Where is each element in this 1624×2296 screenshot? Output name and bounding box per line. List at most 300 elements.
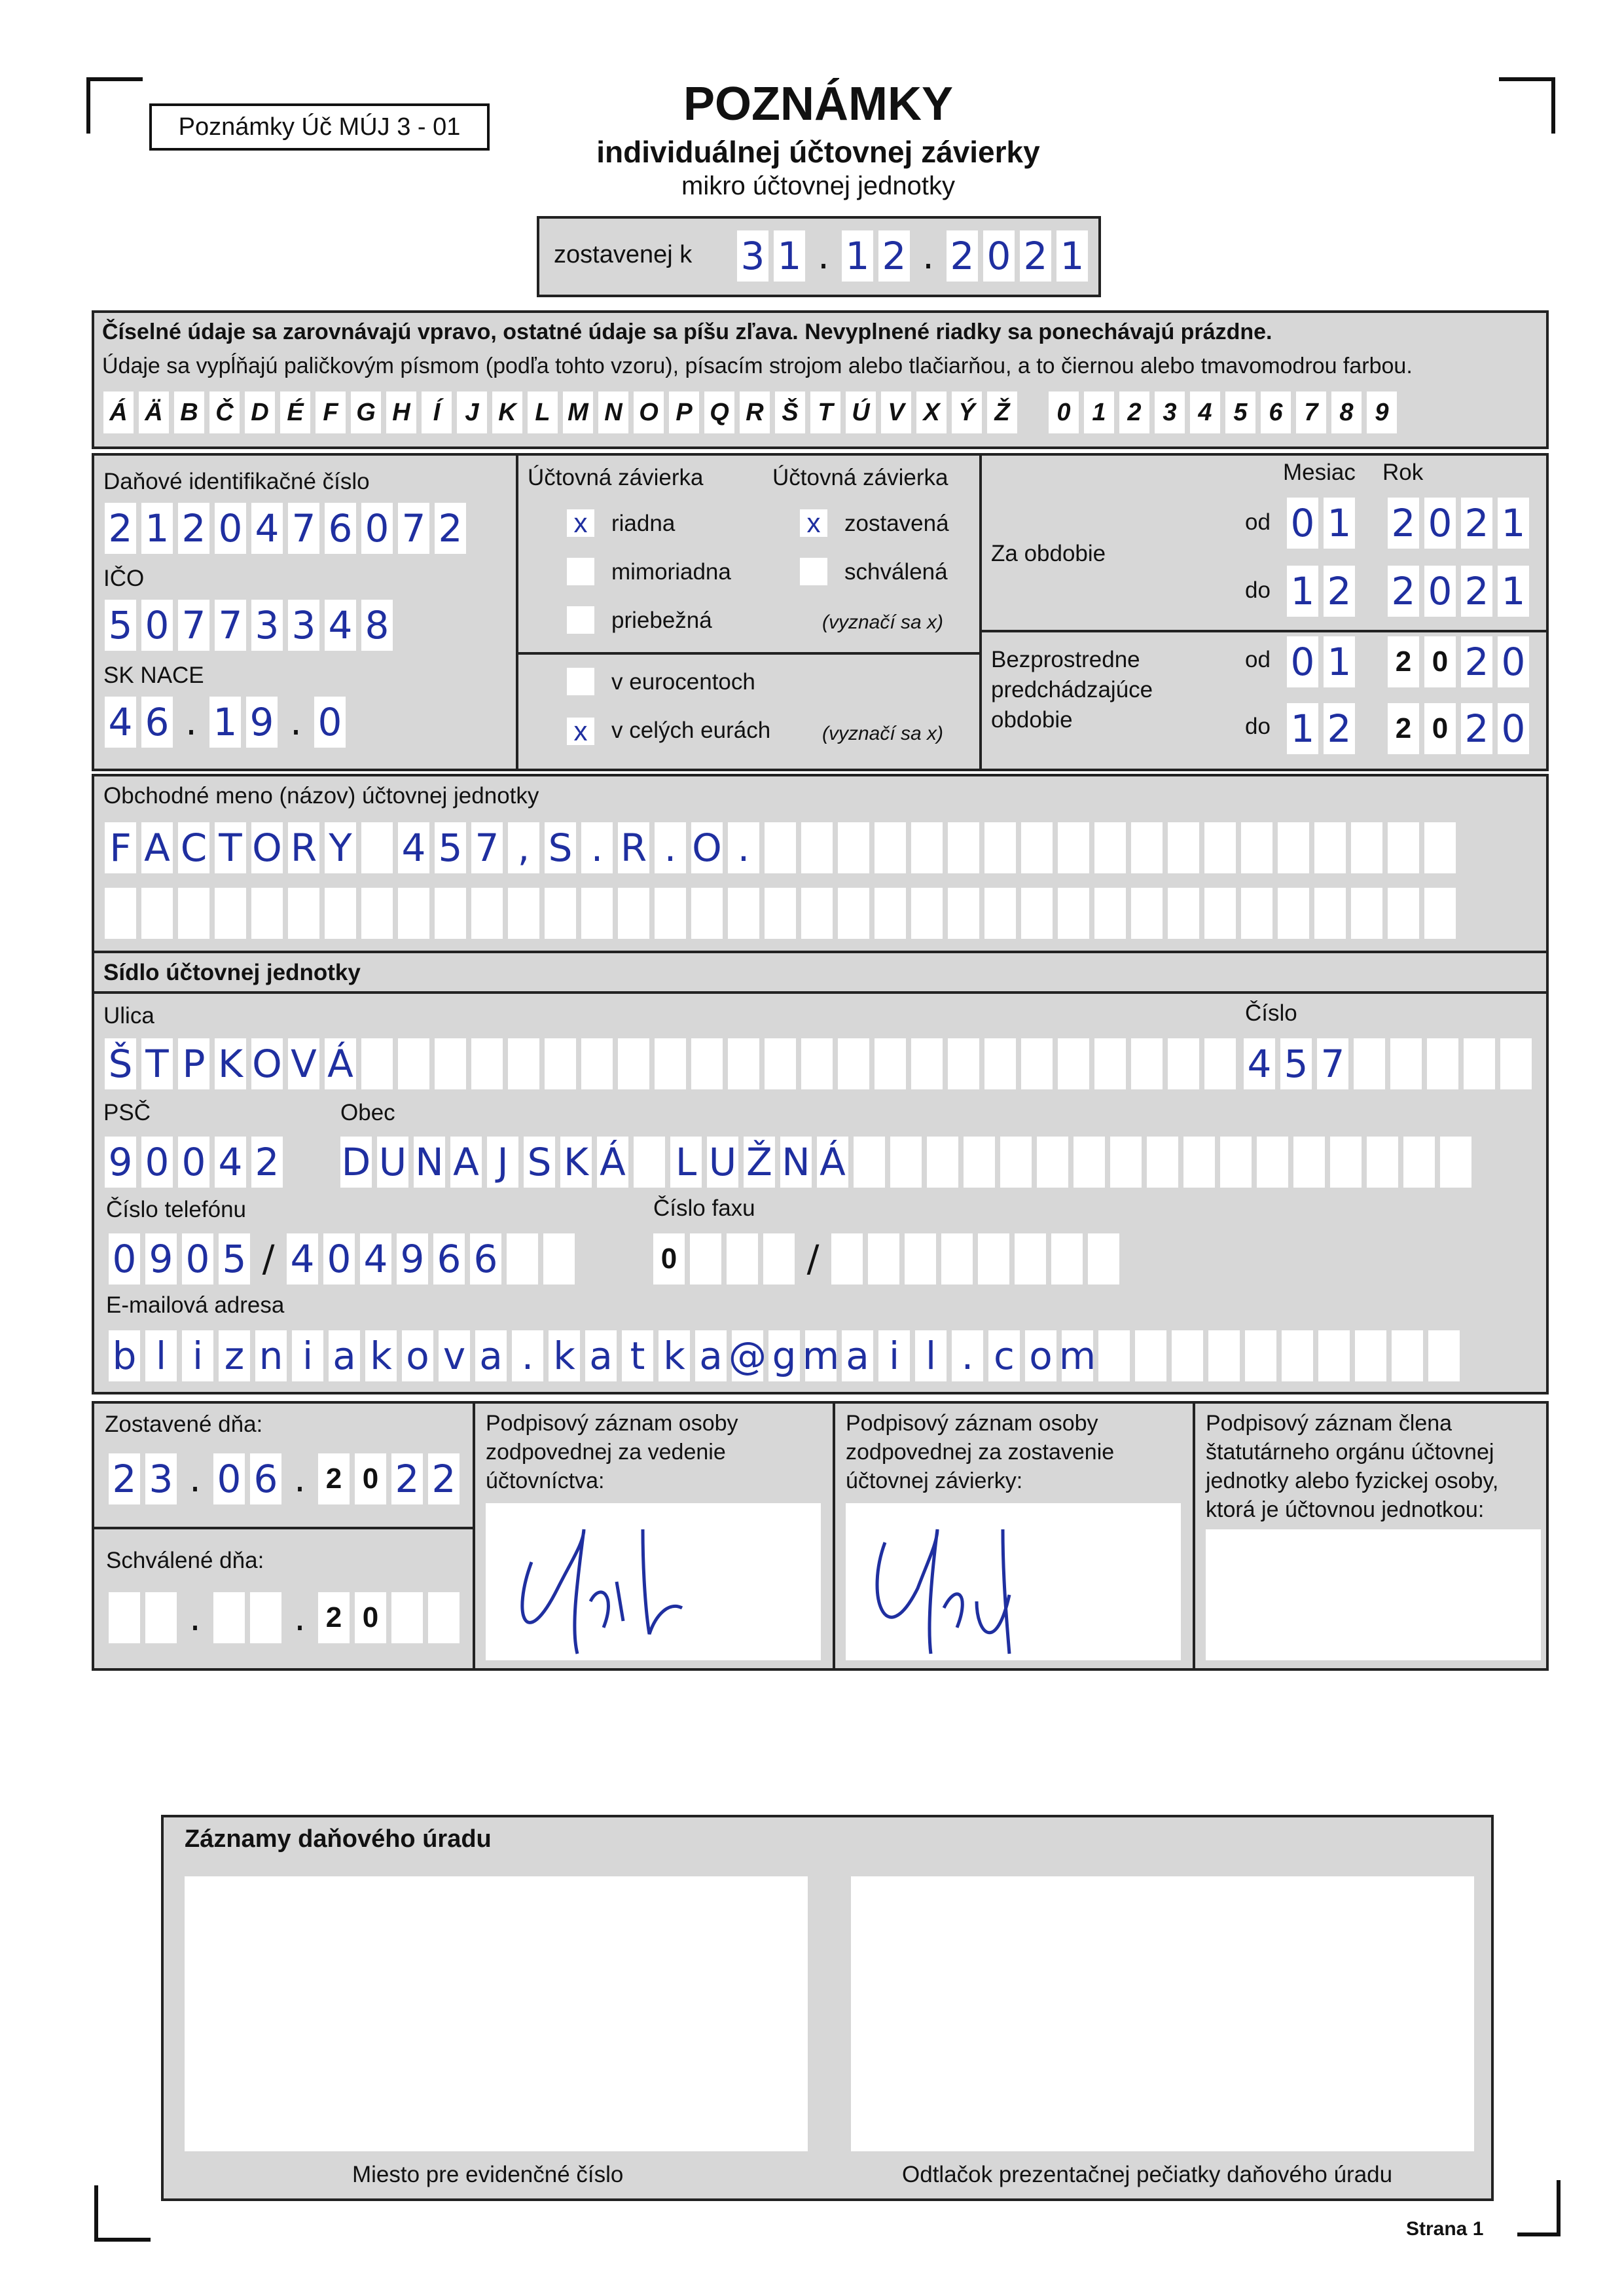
name-char[interactable] — [765, 822, 796, 873]
nace-digit[interactable]: 0 — [314, 697, 346, 748]
year-digit[interactable]: 2 — [1388, 498, 1419, 549]
city-char[interactable] — [1147, 1137, 1178, 1188]
month-digit[interactable]: 1 — [1287, 703, 1318, 754]
dic-digit[interactable]: 4 — [251, 503, 283, 554]
email-char[interactable]: i — [878, 1330, 910, 1381]
name-char[interactable] — [1021, 888, 1053, 939]
date-digit[interactable]: 3 — [737, 230, 768, 282]
year-digit[interactable]: 2 — [1461, 498, 1492, 549]
city-char[interactable] — [1257, 1137, 1288, 1188]
name-char[interactable]: . — [581, 822, 613, 873]
name-char[interactable]: 5 — [435, 822, 466, 873]
street-char[interactable] — [398, 1038, 429, 1089]
name-char[interactable] — [581, 888, 613, 939]
dic-digit[interactable]: 2 — [178, 503, 209, 554]
riadna-checkbox[interactable]: x — [567, 509, 594, 537]
city-char[interactable]: A — [450, 1137, 482, 1188]
name-char[interactable] — [1204, 822, 1236, 873]
city-char[interactable]: U — [707, 1137, 738, 1188]
year-digit[interactable]: 1 — [1498, 566, 1529, 617]
name-char[interactable] — [141, 888, 173, 939]
fax-digit[interactable] — [978, 1233, 1009, 1285]
date-digit[interactable] — [391, 1592, 423, 1643]
fax-digit[interactable] — [1015, 1233, 1046, 1285]
street-char[interactable]: T — [141, 1038, 173, 1089]
name-char[interactable] — [1204, 888, 1236, 939]
name-char[interactable]: R — [288, 822, 319, 873]
email-char[interactable] — [1245, 1330, 1276, 1381]
name-char[interactable] — [1278, 822, 1309, 873]
name-char[interactable] — [1314, 888, 1346, 939]
fax-digit[interactable] — [868, 1233, 899, 1285]
date-digit[interactable]: 2 — [947, 230, 978, 282]
number-char[interactable] — [1464, 1038, 1495, 1089]
date-digit[interactable]: 1 — [842, 230, 873, 282]
city-char[interactable]: Á — [597, 1137, 628, 1188]
year-digit[interactable]: 0 — [1498, 636, 1529, 687]
city-char[interactable] — [1220, 1137, 1252, 1188]
date-digit[interactable]: 2 — [318, 1592, 350, 1643]
year-digit[interactable]: 0 — [1424, 636, 1456, 687]
name-char[interactable] — [1241, 888, 1272, 939]
city-char[interactable] — [964, 1137, 995, 1188]
street-char[interactable] — [1058, 1038, 1089, 1089]
name-char[interactable] — [361, 888, 393, 939]
dic-digit[interactable]: 2 — [435, 503, 466, 554]
name-char[interactable] — [1094, 822, 1126, 873]
name-char[interactable] — [1424, 822, 1456, 873]
phone-digit[interactable]: 0 — [182, 1233, 213, 1285]
name-char[interactable]: . — [728, 822, 759, 873]
city-field[interactable] — [340, 1137, 1477, 1188]
nace-field[interactable] — [105, 697, 351, 748]
phone-digit[interactable] — [543, 1233, 575, 1285]
email-char[interactable]: l — [145, 1330, 177, 1381]
fax-digit[interactable]: 0 — [653, 1233, 685, 1285]
ico-digit[interactable]: 8 — [361, 600, 393, 651]
email-field[interactable] — [109, 1330, 1465, 1381]
year-digit[interactable]: 0 — [1498, 703, 1529, 754]
street-char[interactable]: Š — [105, 1038, 136, 1089]
name-char[interactable] — [325, 888, 356, 939]
date-digit[interactable] — [109, 1592, 140, 1643]
name-char[interactable] — [1058, 888, 1089, 939]
name-char[interactable] — [838, 888, 869, 939]
name-char[interactable] — [1058, 822, 1089, 873]
month-digit[interactable]: 1 — [1324, 498, 1355, 549]
date-digit[interactable]: 3 — [145, 1453, 177, 1504]
date-digit[interactable] — [213, 1592, 245, 1643]
psc-digit[interactable]: 2 — [251, 1137, 283, 1188]
month-digit[interactable]: 2 — [1324, 703, 1355, 754]
street-char[interactable] — [838, 1038, 869, 1089]
street-char[interactable] — [1021, 1038, 1053, 1089]
city-char[interactable]: L — [670, 1137, 702, 1188]
fax-digit[interactable] — [1051, 1233, 1083, 1285]
fax-digit[interactable] — [690, 1233, 721, 1285]
eurocents-checkbox[interactable] — [567, 668, 594, 695]
name-char[interactable] — [1351, 822, 1382, 873]
name-char[interactable] — [251, 888, 283, 939]
street-char[interactable] — [801, 1038, 833, 1089]
street-char[interactable] — [1131, 1038, 1163, 1089]
zostavena-checkbox[interactable]: x — [800, 509, 827, 537]
email-char[interactable] — [1135, 1330, 1166, 1381]
month-digit[interactable]: 0 — [1287, 498, 1318, 549]
name-char[interactable] — [105, 888, 136, 939]
city-char[interactable]: J — [487, 1137, 518, 1188]
name-char[interactable] — [1021, 822, 1053, 873]
fax-digit[interactable] — [831, 1233, 863, 1285]
fax-digit[interactable] — [727, 1233, 758, 1285]
number-char[interactable]: 7 — [1317, 1038, 1348, 1089]
date-digit[interactable]: 0 — [983, 230, 1015, 282]
company-name-field[interactable] — [105, 822, 1461, 873]
number-char[interactable] — [1427, 1038, 1458, 1089]
number-field[interactable] — [1244, 1038, 1537, 1089]
company-name-field-2[interactable] — [105, 888, 1461, 939]
ico-digit[interactable]: 5 — [105, 600, 136, 651]
name-char[interactable]: O — [251, 822, 283, 873]
email-char[interactable]: g — [768, 1330, 800, 1381]
email-char[interactable] — [1318, 1330, 1350, 1381]
fax-field[interactable] — [653, 1233, 1125, 1285]
city-char[interactable] — [1183, 1137, 1215, 1188]
phone-digit[interactable]: 4 — [360, 1233, 391, 1285]
name-char[interactable] — [948, 822, 979, 873]
name-char[interactable] — [1314, 822, 1346, 873]
fax-digit[interactable] — [905, 1233, 936, 1285]
email-char[interactable]: a — [585, 1330, 617, 1381]
name-char[interactable] — [1351, 888, 1382, 939]
city-char[interactable] — [854, 1137, 885, 1188]
email-char[interactable]: . — [512, 1330, 543, 1381]
email-char[interactable]: i — [292, 1330, 323, 1381]
email-char[interactable] — [1098, 1330, 1130, 1381]
number-char[interactable] — [1390, 1038, 1422, 1089]
name-char[interactable]: F — [105, 822, 136, 873]
name-char[interactable] — [911, 822, 943, 873]
email-char[interactable]: n — [255, 1330, 287, 1381]
date-digit[interactable]: 0 — [355, 1592, 386, 1643]
phone-field[interactable] — [109, 1233, 580, 1285]
year-digit[interactable]: 0 — [1424, 703, 1456, 754]
date-digit[interactable]: 2 — [391, 1453, 423, 1504]
nace-digit[interactable]: 4 — [105, 697, 136, 748]
psc-digit[interactable]: 9 — [105, 1137, 136, 1188]
current-from-month[interactable] — [1287, 498, 1360, 549]
email-char[interactable]: z — [219, 1330, 250, 1381]
date-digit[interactable]: 0 — [213, 1453, 245, 1504]
phone-digit[interactable] — [507, 1233, 538, 1285]
email-char[interactable]: k — [659, 1330, 690, 1381]
city-char[interactable]: N — [414, 1137, 445, 1188]
name-char[interactable]: A — [141, 822, 173, 873]
email-char[interactable]: a — [329, 1330, 360, 1381]
name-char[interactable] — [508, 888, 539, 939]
city-char[interactable] — [927, 1137, 958, 1188]
name-char[interactable] — [911, 888, 943, 939]
psc-digit[interactable]: 0 — [178, 1137, 209, 1188]
name-char[interactable] — [838, 822, 869, 873]
nace-digit[interactable]: 6 — [141, 697, 173, 748]
city-char[interactable] — [1403, 1137, 1435, 1188]
year-digit[interactable]: 2 — [1388, 636, 1419, 687]
phone-digit[interactable]: 4 — [287, 1233, 318, 1285]
date-digit[interactable]: 2 — [318, 1453, 350, 1504]
street-char[interactable]: Á — [325, 1038, 356, 1089]
date-digit[interactable]: 2 — [109, 1453, 140, 1504]
street-char[interactable] — [618, 1038, 649, 1089]
email-char[interactable]: k — [365, 1330, 397, 1381]
email-char[interactable] — [1282, 1330, 1313, 1381]
email-char[interactable]: a — [475, 1330, 507, 1381]
year-digit[interactable]: 2 — [1461, 566, 1492, 617]
year-digit[interactable]: 1 — [1498, 498, 1529, 549]
month-digit[interactable]: 2 — [1324, 566, 1355, 617]
date-digit[interactable]: 2 — [1020, 230, 1051, 282]
phone-digit[interactable]: 0 — [109, 1233, 140, 1285]
number-char[interactable]: 5 — [1280, 1038, 1312, 1089]
city-char[interactable] — [1110, 1137, 1142, 1188]
date-digit[interactable] — [428, 1592, 460, 1643]
email-char[interactable]: m — [1062, 1330, 1093, 1381]
name-char[interactable]: C — [178, 822, 209, 873]
email-char[interactable] — [1428, 1330, 1460, 1381]
ico-digit[interactable]: 7 — [215, 600, 246, 651]
dic-digit[interactable]: 2 — [105, 503, 136, 554]
dic-digit[interactable]: 7 — [398, 503, 429, 554]
email-char[interactable]: k — [549, 1330, 580, 1381]
name-char[interactable] — [948, 888, 979, 939]
name-char[interactable] — [618, 888, 649, 939]
date-digit[interactable]: 6 — [250, 1453, 281, 1504]
phone-digit[interactable]: 0 — [323, 1233, 355, 1285]
street-char[interactable] — [1094, 1038, 1126, 1089]
ico-digit[interactable]: 3 — [251, 600, 283, 651]
name-char[interactable] — [801, 888, 833, 939]
whole-euros-checkbox[interactable]: x — [567, 718, 594, 745]
month-digit[interactable]: 1 — [1287, 566, 1318, 617]
compiled-on-date[interactable] — [109, 1453, 465, 1504]
year-digit[interactable]: 2 — [1461, 636, 1492, 687]
prev-from-year[interactable] — [1388, 636, 1534, 687]
nace-digit[interactable]: 9 — [246, 697, 278, 748]
name-char[interactable] — [361, 822, 393, 873]
street-char[interactable] — [911, 1038, 943, 1089]
city-char[interactable]: Á — [817, 1137, 848, 1188]
name-char[interactable]: T — [215, 822, 246, 873]
city-char[interactable]: S — [524, 1137, 555, 1188]
name-char[interactable] — [471, 888, 503, 939]
city-char[interactable] — [1440, 1137, 1471, 1188]
ico-digit[interactable]: 4 — [325, 600, 356, 651]
name-char[interactable] — [1131, 888, 1163, 939]
dic-digit[interactable]: 0 — [361, 503, 393, 554]
city-char[interactable] — [1000, 1137, 1032, 1188]
name-char[interactable] — [435, 888, 466, 939]
date-digit[interactable]: 2 — [878, 230, 910, 282]
prev-to-year[interactable] — [1388, 703, 1534, 754]
email-char[interactable]: m — [805, 1330, 837, 1381]
city-char[interactable]: K — [560, 1137, 592, 1188]
city-char[interactable]: D — [340, 1137, 372, 1188]
name-char[interactable] — [1168, 888, 1199, 939]
city-char[interactable] — [890, 1137, 922, 1188]
prev-to-month[interactable] — [1287, 703, 1360, 754]
dic-field[interactable] — [105, 503, 471, 554]
phone-digit[interactable]: 9 — [145, 1233, 177, 1285]
psc-digit[interactable]: 4 — [215, 1137, 246, 1188]
year-digit[interactable]: 0 — [1424, 498, 1456, 549]
psc-digit[interactable]: 0 — [141, 1137, 173, 1188]
name-char[interactable] — [545, 888, 576, 939]
month-digit[interactable]: 0 — [1287, 636, 1318, 687]
name-char[interactable] — [801, 822, 833, 873]
fax-digit[interactable] — [941, 1233, 973, 1285]
name-char[interactable] — [1388, 888, 1419, 939]
name-char[interactable]: . — [655, 822, 686, 873]
name-char[interactable] — [215, 888, 246, 939]
email-char[interactable] — [1355, 1330, 1386, 1381]
ico-digit[interactable]: 3 — [288, 600, 319, 651]
email-char[interactable] — [1392, 1330, 1423, 1381]
email-char[interactable]: l — [915, 1330, 947, 1381]
name-char[interactable] — [288, 888, 319, 939]
city-char[interactable] — [1330, 1137, 1362, 1188]
name-char[interactable] — [1278, 888, 1309, 939]
phone-digit[interactable]: 5 — [219, 1233, 250, 1285]
street-char[interactable] — [691, 1038, 723, 1089]
number-char[interactable] — [1500, 1038, 1532, 1089]
name-char[interactable] — [984, 888, 1016, 939]
street-char[interactable] — [471, 1038, 503, 1089]
current-to-month[interactable] — [1287, 566, 1360, 617]
street-char[interactable] — [948, 1038, 979, 1089]
email-char[interactable]: . — [952, 1330, 983, 1381]
email-char[interactable]: o — [1025, 1330, 1056, 1381]
name-char[interactable]: R — [618, 822, 649, 873]
name-char[interactable] — [178, 888, 209, 939]
city-char[interactable]: U — [377, 1137, 408, 1188]
name-char[interactable] — [1168, 822, 1199, 873]
street-char[interactable]: K — [215, 1038, 246, 1089]
schvalena-checkbox[interactable] — [800, 558, 827, 585]
ico-digit[interactable]: 0 — [141, 600, 173, 651]
street-char[interactable] — [581, 1038, 613, 1089]
prev-from-month[interactable] — [1287, 636, 1360, 687]
year-digit[interactable]: 2 — [1461, 703, 1492, 754]
sig3-box[interactable] — [1206, 1529, 1541, 1660]
email-char[interactable]: i — [182, 1330, 213, 1381]
phone-digit[interactable]: 6 — [470, 1233, 501, 1285]
street-char[interactable] — [655, 1038, 686, 1089]
email-char[interactable]: o — [402, 1330, 433, 1381]
city-char[interactable] — [1074, 1137, 1105, 1188]
city-char[interactable]: Ž — [744, 1137, 775, 1188]
name-char[interactable]: 7 — [471, 822, 503, 873]
street-char[interactable]: O — [251, 1038, 283, 1089]
name-char[interactable]: O — [691, 822, 723, 873]
city-char[interactable] — [1293, 1137, 1325, 1188]
current-to-year[interactable] — [1388, 566, 1534, 617]
dic-digit[interactable]: 6 — [325, 503, 356, 554]
name-char[interactable]: Y — [325, 822, 356, 873]
email-char[interactable]: t — [622, 1330, 653, 1381]
date-digit[interactable]: 1 — [1056, 230, 1088, 282]
mimoriadna-checkbox[interactable] — [567, 558, 594, 585]
date-digit[interactable]: 2 — [428, 1453, 460, 1504]
city-char[interactable] — [1037, 1137, 1068, 1188]
name-char[interactable] — [1388, 822, 1419, 873]
fax-digit[interactable] — [1088, 1233, 1119, 1285]
name-char[interactable] — [1241, 822, 1272, 873]
name-char[interactable]: 4 — [398, 822, 429, 873]
psc-field[interactable] — [105, 1137, 288, 1188]
year-digit[interactable]: 0 — [1424, 566, 1456, 617]
dic-digit[interactable]: 7 — [288, 503, 319, 554]
street-field[interactable] — [105, 1038, 1241, 1089]
date-digit[interactable]: 1 — [774, 230, 805, 282]
street-char[interactable]: P — [178, 1038, 209, 1089]
email-char[interactable]: v — [439, 1330, 470, 1381]
name-char[interactable] — [655, 888, 686, 939]
name-char[interactable] — [765, 888, 796, 939]
street-char[interactable] — [361, 1038, 393, 1089]
email-char[interactable]: c — [988, 1330, 1020, 1381]
name-char[interactable] — [875, 822, 906, 873]
phone-digit[interactable]: 6 — [433, 1233, 465, 1285]
name-char[interactable] — [984, 822, 1016, 873]
fax-digit[interactable] — [763, 1233, 795, 1285]
street-char[interactable] — [1168, 1038, 1199, 1089]
phone-digit[interactable]: 9 — [397, 1233, 428, 1285]
city-char[interactable] — [1367, 1137, 1398, 1188]
name-char[interactable]: , — [508, 822, 539, 873]
date-digit[interactable] — [250, 1592, 281, 1643]
date-digit[interactable] — [145, 1592, 177, 1643]
street-char[interactable] — [508, 1038, 539, 1089]
city-char[interactable]: N — [780, 1137, 812, 1188]
street-char[interactable] — [875, 1038, 906, 1089]
email-char[interactable] — [1208, 1330, 1240, 1381]
approved-on-date[interactable] — [109, 1592, 465, 1643]
street-char[interactable]: V — [288, 1038, 319, 1089]
dic-digit[interactable]: 1 — [141, 503, 173, 554]
date-digit[interactable]: 0 — [355, 1453, 386, 1504]
city-char[interactable] — [634, 1137, 665, 1188]
email-char[interactable]: @ — [732, 1330, 763, 1381]
street-char[interactable] — [545, 1038, 576, 1089]
dic-digit[interactable]: 0 — [215, 503, 246, 554]
street-char[interactable] — [1204, 1038, 1236, 1089]
name-char[interactable] — [1131, 822, 1163, 873]
name-char[interactable] — [1424, 888, 1456, 939]
number-char[interactable] — [1354, 1038, 1385, 1089]
nace-digit[interactable]: 1 — [209, 697, 241, 748]
month-digit[interactable]: 1 — [1324, 636, 1355, 687]
email-char[interactable]: b — [109, 1330, 140, 1381]
current-from-year[interactable] — [1388, 498, 1534, 549]
year-digit[interactable]: 2 — [1388, 566, 1419, 617]
year-digit[interactable]: 2 — [1388, 703, 1419, 754]
name-char[interactable] — [875, 888, 906, 939]
street-char[interactable] — [435, 1038, 466, 1089]
street-char[interactable] — [984, 1038, 1016, 1089]
street-char[interactable] — [765, 1038, 796, 1089]
name-char[interactable] — [398, 888, 429, 939]
email-char[interactable]: a — [842, 1330, 873, 1381]
